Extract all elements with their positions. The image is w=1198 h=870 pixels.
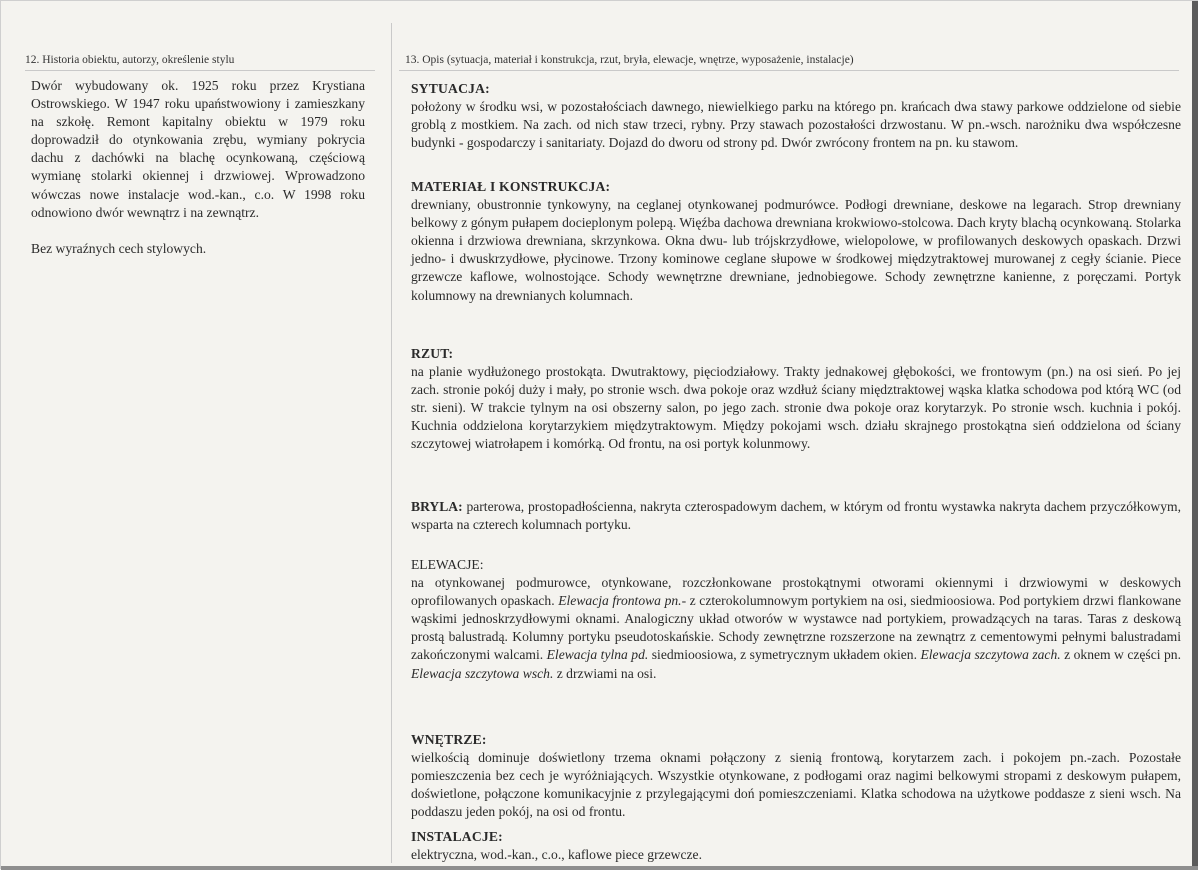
column-divider xyxy=(391,23,392,863)
elewacje-text-part: - z czterokolumnowym portykiem na osi, siedmioosiowa. Pod portykiem drzwi flankowane wąskimi jednoskrzydłowymi oknami. Analogiczny układ otworów w wystawce nad portykiem, prowadzących na taras. Taras z deskową prostą balustradą. Kolumny portyku pseudotoskańskie. Schody zewnętrzne rozszerzone na zewnątrz z cementowymi pełnymi balustradami zakończonymi walcami. xyxy=(411,593,1181,663)
sytuacja-text: położony w środku wsi, w pozostałościach dawnego, niewielkiego parku na którego pn. krańcach dwa stawy parkowe oddzielone od siebie groblą z mostkiem. Na zach. od nich staw trzeci, rybny. Przy stawach pozostałości drzwostanu. W pn.-wsch. narożniku dwa współczesne budynki - gospodarczy i sanitariaty. Dojazd do dworu od strony pd. Dwór zwrócony frontem na pn. ku stawom. xyxy=(411,99,1181,151)
elewacje-text-part: na otynkowanej podmurowce, otynkowane, rozczłonkowane prostokątnymi otworami okiennymi i drzwiowymi w deskowych oprofilowanych opaskach. xyxy=(411,575,1181,609)
elewacje-text-part: siedmioosiowa, z symetrycznym układem okien. xyxy=(648,647,921,663)
heading-rule-left xyxy=(25,70,375,71)
heading-rule-right xyxy=(399,70,1179,71)
wnetrze-section xyxy=(411,731,1181,821)
elewacja-frontowa-label: Elewacja frontowa pn. xyxy=(558,593,682,609)
elewacja-zach-label: Elewacja szczytowa zach. xyxy=(920,647,1061,663)
bryla-text: parterowa, prostopadłościenna, nakryta czterospadowym dachem, w którym od frontu wystawka nakryta dachem przyczółkowym, wsparta na czterech kolumnach portyku. xyxy=(411,499,1181,533)
bryla-paragraph xyxy=(411,498,1181,534)
page-edge-bottom xyxy=(1,866,1198,870)
material-section xyxy=(411,178,1181,305)
wnetrze-title: WNĘTRZE: xyxy=(411,732,487,747)
material-title: MATERIAŁ I KONSTRUKCJA: xyxy=(411,179,611,194)
elewacje-section xyxy=(411,556,1181,683)
history-paragraph: Dwór wybudowany ok. 1925 roku przez Krystiana Ostrowskiego. W 1947 roku upaństwowiony i zamieszkany na szkołę. Remont kapitalny obiektu w 1979 roku doprowadził do otynkowania zrębu, wymiany pokrycia dachu z dachówki na blachę ocynkowaną, częściową wymianę stolarki okiennej i drzwiowej. Wprowadzono wówczas nowe instalacje wod.-kan., c.o. W 1998 roku odnowiono dwór wewnątrz i na zewnątrz. xyxy=(31,78,365,220)
instalacje-section xyxy=(411,828,1181,864)
bryla-title: BRYLA: xyxy=(411,499,463,514)
history-text xyxy=(31,77,365,258)
bryla-section xyxy=(411,498,1181,534)
elewacje-text-part: z drzwiami na osi. xyxy=(553,665,657,681)
rzut-section xyxy=(411,345,1181,454)
rzut-title: RZUT: xyxy=(411,346,454,361)
elewacja-tylna-label: Elewacja tylna pd. xyxy=(546,647,649,663)
section-13-heading: 13. Opis (sytuacja, materiał i konstrukcja, rzut, bryła, elewacje, wnętrze, wyposażenie, instalacje) xyxy=(405,54,854,66)
sytuacja-title: SYTUACJA: xyxy=(411,81,490,96)
instalacje-text: elektryczna, wod.-kan., c.o., kaflowe piece grzewcze. xyxy=(411,847,702,863)
elewacje-title: ELEWACJE: xyxy=(411,557,484,572)
instalacje-title: INSTALACJE: xyxy=(411,829,503,844)
sytuacja-section xyxy=(411,80,1181,152)
elewacja-wsch-label: Elewacja szczytowa wsch. xyxy=(411,665,554,681)
page-edge-right xyxy=(1192,1,1198,870)
style-paragraph: Bez wyraźnych cech stylowych. xyxy=(31,240,207,256)
elewacje-text-part: z oknem w części pn. xyxy=(1060,647,1181,663)
rzut-text: na planie wydłużonego prostokąta. Dwutraktowy, pięciodziałowy. Trakty jednakowej głębokości, we frontowym (pn.) na osi sień. Po jej zach. stronie pokój duży i mały, po stronie wsch. dwa pokoje oraz wzdłuż ściany międztraktowej wąska klatka schodowa pod którą WC (od str. sieni). W trakcie tylnym na osi obszerny salon, po jego zach. stronie dwa pokoje oraz korytarzyk. Po stronie wsch. kuchnia i pokój. Kuchnia oddzielona korytarzykiem międzytraktowym. Między pokojami wsch. działu skrajnego prostokątna sień oddzielona od ściany szczytowej wiatrołapem i komórką. Od frontu, na osi portyk kolunmowy. xyxy=(411,364,1181,452)
elewacje-text xyxy=(411,574,1181,683)
material-text: drewniany, obustronnie tynkowyny, na ceglanej otynkowanej podmurówce. Podłogi drewniane, deskowe na legarach. Strop drewniany belkowy z gónym pułapem docieplonym polepą. Więźba dachowa drewniana krokwiowo-stolcowa. Dach kryty blachą ocynkowaną. Stolarka okienna i drzwiowa drewniana, skrzynkowa. Okna dwu- lub trójskrzydłowe, wielopolowe, w profilowanych deskowych opaskach. Drzwi jedno- i dwuskrzydłowe, płycinowe. Trzony kominowe ceglane słupowe w środkowej międzytraktowej murowanej z cegły ścianie. Piece grzewcze kaflowe, wolnostojące. Schody wewnętrzne drewniane, jednobiegowe. Schody zewnętrzne kanienne, z poręczami. Portyk kolumnowy na drewnianych kolumnach. xyxy=(411,197,1181,303)
wnetrze-text: wielkością dominuje doświetlony trzema oknami połączony z sienią frontową, korytarzem zach. i pokojem pn.-zach. Pozostałe pomieszczenia bez cech je wyróżniających. Wszystkie otynkowane, z podłogami oraz nagimi belkowymi stropami z deskowym pułapem, doświetlone, połączone komunikacyjnie z przylegającymi doń pomieszczeniami. Klatka schodowa na użytkowe poddasze z sieni wsch. Na poddaszu jeden pokój, na osi od frontu. xyxy=(411,750,1181,820)
section-12-heading: 12. Historia obiektu, autorzy, określenie stylu xyxy=(25,54,235,66)
